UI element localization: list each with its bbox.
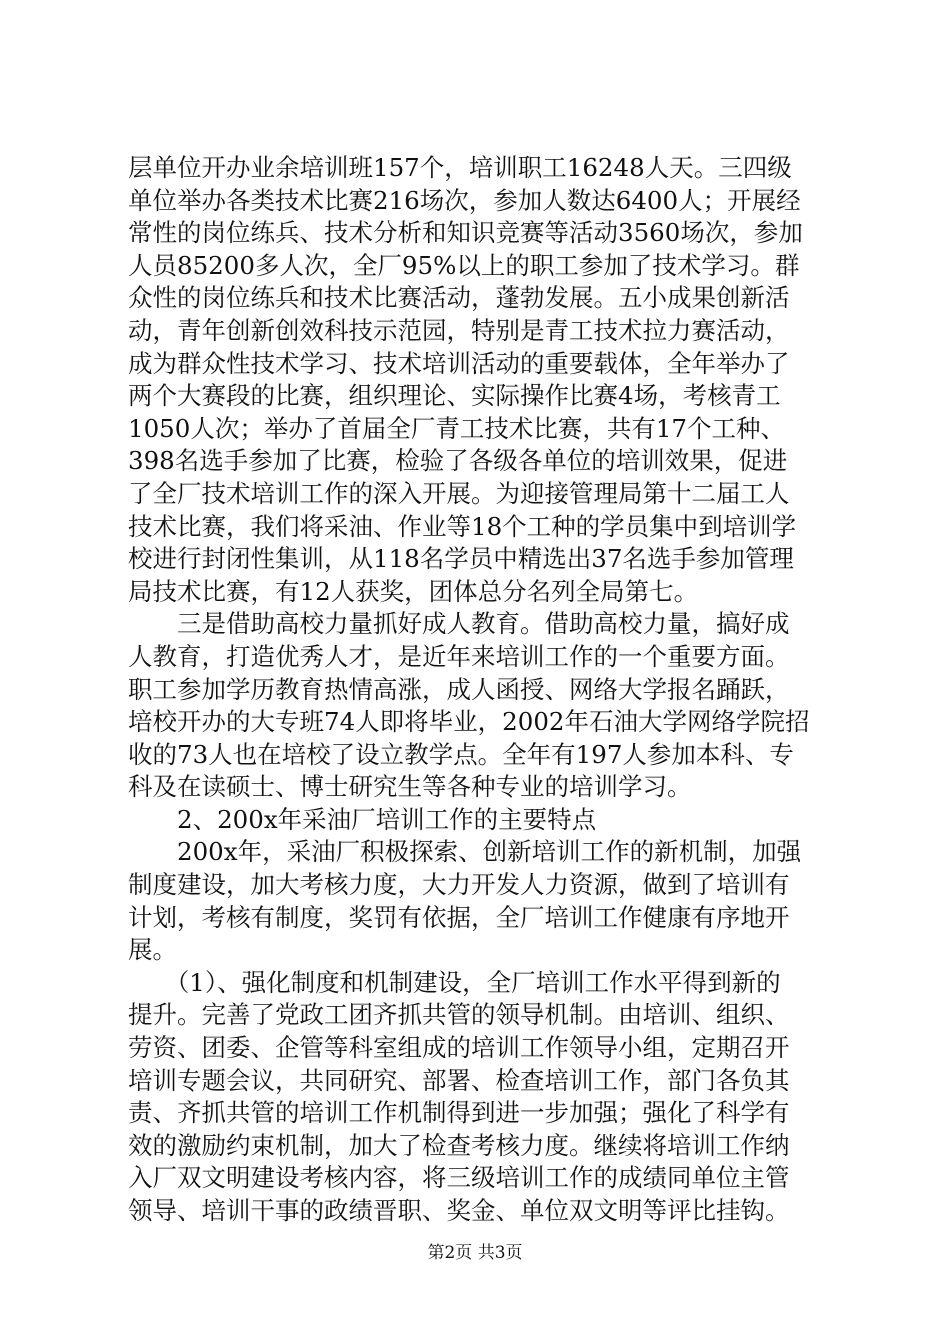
text-line: 三是借助高校力量抓好成人教育。借助高校力量，搞好成 <box>128 609 790 639</box>
text-line: 效的激励约束机制，加大了检查考核力度。继续将培训工作纳 <box>128 1130 790 1160</box>
text-line: 科及在读硕士、博士研究生等各种专业的培训学习。 <box>128 772 692 802</box>
text-line: 两个大赛段的比赛，组织理论、实际操作比赛4场，考核青工 <box>128 381 781 411</box>
text-line: 众性的岗位练兵和技术比赛活动，蓬勃发展。五小成果创新活 <box>128 283 790 313</box>
text-line: 收的73人也在培校了设立教学点。全年有197人参加本科、专 <box>128 739 794 769</box>
text-line: 了全厂技术培训工作的深入开展。为迎接管理局第十二届工人 <box>128 478 790 508</box>
text-line: 1050人次；举办了首届全厂青工技术比赛，共有17个工种、 <box>128 413 786 443</box>
text-line: （1）、强化制度和机制建设，全厂培训工作水平得到新的 <box>128 967 781 997</box>
text-line: 展。 <box>128 935 177 965</box>
text-line: 398名选手参加了比赛，检验了各级各单位的培训效果，促进 <box>128 446 788 476</box>
text-line: 提升。完善了党政工团齐抓共管的领导机制。由培训、组织、 <box>128 1000 790 1030</box>
text-line: 制度建设，加大考核力度，大力开发人力资源，做到了培训有 <box>128 870 790 900</box>
document-body <box>128 152 836 1228</box>
page-footer: 第2页 共3页 <box>427 1243 523 1263</box>
text-line: 入厂双文明建设考核内容，将三级培训工作的成绩同单位主管 <box>128 1163 790 1193</box>
text-line: 局技术比赛，有12人获奖，团体总分名列全局第七。 <box>128 576 699 606</box>
text-line: 人员85200多人次，全厂95%以上的职工参加了技术学习。群 <box>128 250 800 280</box>
text-line: 2、200x年采油厂培训工作的主要特点 <box>128 804 597 834</box>
text-line: 计划，考核有制度，奖罚有依据，全厂培训工作健康有序地开 <box>128 902 790 932</box>
text-line: 层单位开办业余培训班157个，培训职工16248人天。三四级 <box>128 153 792 182</box>
text-line: 常性的岗位练兵、技术分析和知识竞赛等活动3560场次，参加 <box>128 218 803 248</box>
text-line: 劳资、团委、企管等科室组成的培训工作领导小组，定期召开 <box>128 1033 790 1063</box>
text-line: 领导、培训干事的政绩晋职、奖金、单位双文明等评比挂钩。 <box>128 1196 790 1225</box>
text-line: 200x年，采油厂积极探索、创新培训工作的新机制，加强 <box>128 837 802 867</box>
text-line: 成为群众性技术学习、技术培训活动的重要载体，全年举办了 <box>128 348 790 378</box>
text-line: 动，青年创新创效科技示范园，特别是青工技术拉力赛活动， <box>128 315 790 345</box>
text-line: 培训专题会议，共同研究、部署、检查培训工作，部门各负其 <box>128 1065 790 1095</box>
text-line: 单位举办各类技术比赛216场次，参加人数达6400人；开展经 <box>128 185 801 215</box>
text-line: 职工参加学历教育热情高涨，成人函授、网络大学报名踊跃， <box>128 674 790 704</box>
text-line: 培校开办的大专班74人即将毕业，2002年石油大学网络学院招 <box>128 707 810 737</box>
text-line: 技术比赛，我们将采油、作业等18个工种的学员集中到培训学 <box>128 511 797 541</box>
text-line: 校进行封闭性集训，从118名学员中精选出37名选手参加管理 <box>128 544 794 574</box>
text-line: 人教育，打造优秀人才，是近年来培训工作的一个重要方面。 <box>128 641 790 671</box>
text-line: 责、齐抓共管的培训工作机制得到进一步加强；强化了科学有 <box>128 1098 790 1128</box>
